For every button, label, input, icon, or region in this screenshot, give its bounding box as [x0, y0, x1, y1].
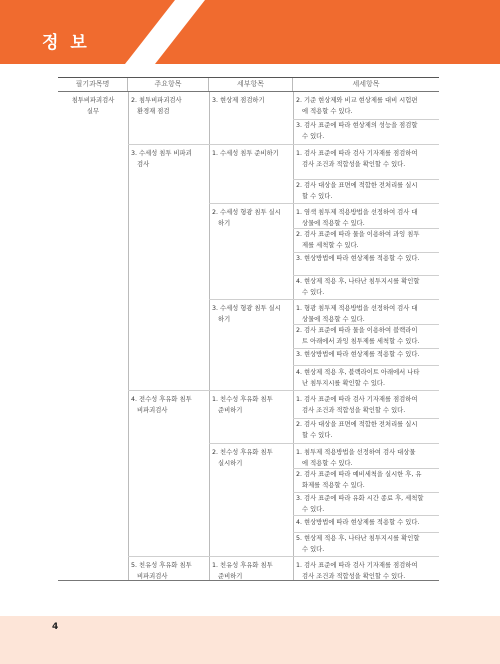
column-header-main-item: 주요항목: [128, 78, 209, 91]
row-divider: [293, 365, 439, 366]
section-title: 정 보: [42, 33, 90, 53]
detail-item: 2. 검사 표준에 따라 예비세척을 실시한 후, 유 화제를 적용할 수 있다.: [296, 471, 422, 489]
sub-item: 3. 현상제 점검하기: [212, 97, 265, 104]
column-header-detail-item: 세세항목: [352, 80, 380, 88]
detail-item: 4. 현상제 적용 후, 블랙라이트 아래에서 나타 난 침투지시를 확인할 수 있다.: [296, 369, 420, 387]
sub-item: 1. 친유성 후유화 침투 준비하기: [212, 562, 273, 580]
detail-item: 2. 검사 대상을 표면에 적합한 전처리를 실시 할 수 있다.: [296, 182, 418, 200]
detail-item: 1. 검사 표준에 따라 검사 기자재를 점검하여 검사 조건과 적합성을 확인할 수 있다.: [296, 396, 418, 414]
detail-item: 3. 현상방법에 따라 현상제를 적용할 수 있다.: [296, 351, 420, 358]
detail-item: 2. 검사 표준에 따라 물을 이용하여 블랙라이 트 아래에서 과잉 침투제를 세척할 수 있다.: [296, 327, 420, 345]
sub-item: 1. 수세성 침투 준비하기: [212, 150, 279, 157]
row-divider: [209, 299, 439, 300]
sub-item: 3. 수세성 형광 침투 실시 하기: [212, 305, 281, 323]
page-number: 4: [52, 622, 59, 632]
column-header-sub-item: 세부항목: [209, 78, 293, 91]
column-header-subject: 필기과목명: [58, 78, 128, 91]
sub-item: 2. 수세성 형광 침투 실시 하기: [212, 209, 281, 227]
detail-item: 3. 검사 표준에 따라 유화 시간 종료 후, 세척할 수 있다.: [296, 495, 424, 513]
detail-item: 1. 검사 표준에 따라 검사 기자재를 점검하여 검사 조건과 적합성을 확인할 수 있다.: [296, 150, 418, 168]
detail-item: 1. 침투제 적용방법을 선정하여 검사 대상물 에 적용할 수 있다.: [296, 449, 416, 467]
row-divider: [128, 390, 439, 391]
main-item: 3. 수세성 침투 비파괴 검사: [131, 150, 192, 168]
row-divider: [128, 556, 439, 557]
section-header: [0, 0, 500, 64]
detail-item: 2. 검사 대상을 표면에 적합한 전처리를 실시 할 수 있다.: [296, 421, 418, 439]
row-divider: [209, 443, 439, 444]
detail-item: 1. 검사 표준에 따라 검사 기자재를 점검하여 검사 조건과 적합성을 확인할 수 있다.: [296, 562, 418, 580]
main-item: 2. 침투비파괴검사 환경재 점검: [131, 97, 182, 115]
row-divider: [128, 144, 439, 145]
detail-item: 1. 형광 침투제 적용방법을 선정하여 검사 대 상물에 적용할 수 있다.: [296, 305, 418, 323]
sub-item: 1. 친수성 후유화 침투 준비하기: [212, 396, 273, 414]
main-item: 4. 전수성 후유화 침투 비파괴검사: [131, 396, 192, 414]
header-stripe: [125, 0, 205, 64]
main-item: 5. 친유성 후유화 침투 비파괴검사: [131, 562, 192, 580]
detail-item: 2. 검사 표준에 따라 물을 이용하여 과잉 침투 제를 세척할 수 있다.: [296, 231, 420, 249]
detail-item: 4. 현상제 적용 후, 나타난 침투지시를 확인할 수 있다.: [296, 278, 420, 296]
row-divider: [293, 515, 439, 516]
subject-cell: 침투비파괴검사 실무: [71, 97, 115, 115]
detail-item: 1. 염색 침투제 적용방법을 선정하여 검사 대 상물에 적용할 수 있다.: [296, 209, 418, 227]
detail-item: 3. 검사 표준에 따라 현상제의 성능을 점검할 수 있다.: [296, 122, 418, 140]
detail-item: 5. 현상제 적용 후, 나타난 침투지시를 확인할 수 있다.: [296, 535, 420, 553]
page-footer-band: [0, 616, 500, 664]
row-divider: [209, 203, 439, 204]
table-body: [58, 92, 439, 581]
detail-item: 2. 기준 현상제와 비교 현상제를 대비 시험편 에 적용할 수 있다.: [296, 97, 418, 115]
sub-item: 2. 친수성 후유화 침투 실시하기: [212, 449, 273, 467]
detail-item: 4. 현상방법에 따라 현상제를 적용할 수 있다.: [296, 519, 420, 526]
table-header-row: [58, 77, 439, 92]
detail-item: 3. 현상방법에 따라 현상제를 적용할 수 있다.: [296, 255, 420, 262]
column-divider: [209, 92, 210, 580]
curriculum-table: [58, 77, 439, 581]
